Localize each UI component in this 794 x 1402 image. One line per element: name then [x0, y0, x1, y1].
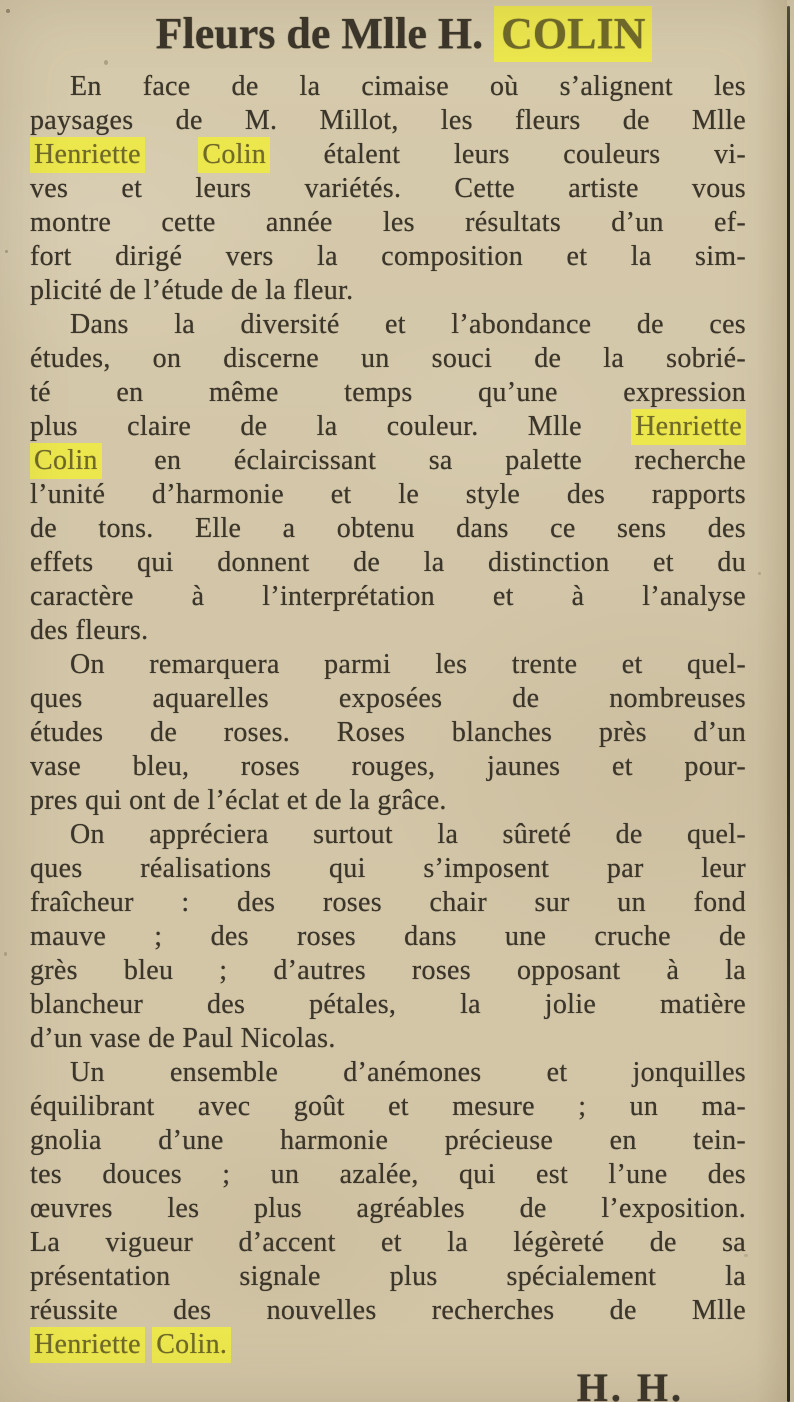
text-line: té en même temps qu’une expression	[30, 377, 746, 408]
article-body	[30, 70, 746, 1362]
text-line: On appréciera surtout la sûreté de quel-	[70, 819, 746, 850]
text-line: grès bleu ; d’autres roses opposant à la	[30, 955, 746, 986]
highlight-mark: Colin.	[152, 1327, 231, 1363]
text-line: tes douces ; un azalée, qui est l’une des	[30, 1159, 746, 1190]
text-line: ques réalisations qui s’imposent par leur	[30, 853, 746, 884]
text-line: Colin en éclaircissant sa palette recherche	[30, 444, 746, 478]
text-line: paysages de M. Millot, les fleurs de Mlle	[30, 105, 746, 136]
highlight-mark: Henriette	[30, 1327, 145, 1363]
highlight-mark: Henriette	[631, 409, 746, 445]
paragraph	[30, 70, 746, 308]
text-line: caractère à l’interprétation et à l’analyse	[30, 581, 746, 612]
text-line: l’unité d’harmonie et le style des rapports	[30, 479, 746, 510]
paragraph	[30, 818, 746, 1056]
article-title: Fleurs de Mlle H. COLIN	[46, 8, 762, 59]
text-line: Un ensemble d’anémones et jonquilles	[70, 1057, 746, 1088]
article-signature: H. H.	[576, 1365, 684, 1402]
ink-speck	[6, 9, 10, 13]
text-line: La vigueur d’accent et la légèreté de sa	[30, 1227, 746, 1258]
text-line: œuvres les plus agréables de l’exposition.	[30, 1193, 746, 1224]
highlight-mark: Colin	[198, 137, 270, 173]
text-line: En face de la cimaise où s’alignent les	[70, 71, 746, 102]
ink-speck	[104, 60, 108, 65]
text-line: blancheur des pétales, la jolie matière	[30, 989, 746, 1020]
text-line: équilibrant avec goût et mesure ; un ma-	[30, 1091, 746, 1122]
text-line: de tons. Elle a obtenu dans ce sens des	[30, 513, 746, 544]
text-line: études de roses. Roses blanches près d’un	[30, 717, 746, 748]
ink-speck	[758, 572, 761, 575]
highlight-mark: Colin	[30, 443, 102, 479]
paragraph	[30, 1056, 746, 1362]
text-line: Henriette Colin étalent leurs couleurs vi-	[30, 138, 746, 172]
ink-speck	[744, 1254, 748, 1257]
paragraph	[30, 648, 746, 818]
text-line: plicité de l’étude de la fleur.	[30, 275, 354, 306]
text-line: plus claire de la couleur. Mlle Henriette	[30, 410, 746, 444]
text-line: réussite des nouvelles recherches de Mlle	[30, 1295, 746, 1326]
text-line: ves et leurs variétés. Cette artiste vous	[30, 173, 746, 204]
text-line: pres qui ont de l’éclat et de la grâce.	[30, 785, 447, 816]
adjacent-column-margin	[790, 0, 794, 1402]
text-line: gnolia d’une harmonie précieuse en tein-	[30, 1125, 746, 1156]
text-line: Dans la diversité et l’abondance de ces	[70, 309, 746, 340]
text-line: mauve ; des roses dans une cruche de	[30, 921, 746, 952]
text-line: d’un vase de Paul Nicolas.	[30, 1023, 336, 1054]
text-line: montre cette année les résultats d’un ef-	[30, 207, 746, 238]
text-line: On remarquera parmi les trente et quel-	[70, 649, 746, 680]
text-line	[30, 1328, 746, 1362]
ink-speck	[4, 952, 7, 956]
text-line: ques aquarelles exposées de nombreuses	[30, 683, 746, 714]
page-edge-shadow	[756, 0, 787, 1402]
text-line: études, on discerne un souci de la sobrié-	[30, 343, 746, 374]
text-line: effets qui donnent de la distinction et du	[30, 547, 746, 578]
highlight-mark: Henriette	[30, 137, 145, 173]
paragraph	[30, 308, 746, 648]
column-rule	[787, 6, 790, 1402]
text-line: présentation signale plus spécialement la	[30, 1261, 746, 1292]
text-line: des fleurs.	[30, 615, 149, 646]
highlight-mark: COLIN	[494, 6, 652, 62]
text-line: fort dirigé vers la composition et la sim-	[30, 241, 746, 272]
ink-speck	[5, 250, 8, 253]
text-line: fraîcheur : des roses chair sur un fond	[30, 887, 746, 918]
text-line: vase bleu, roses rouges, jaunes et pour-	[30, 751, 746, 782]
